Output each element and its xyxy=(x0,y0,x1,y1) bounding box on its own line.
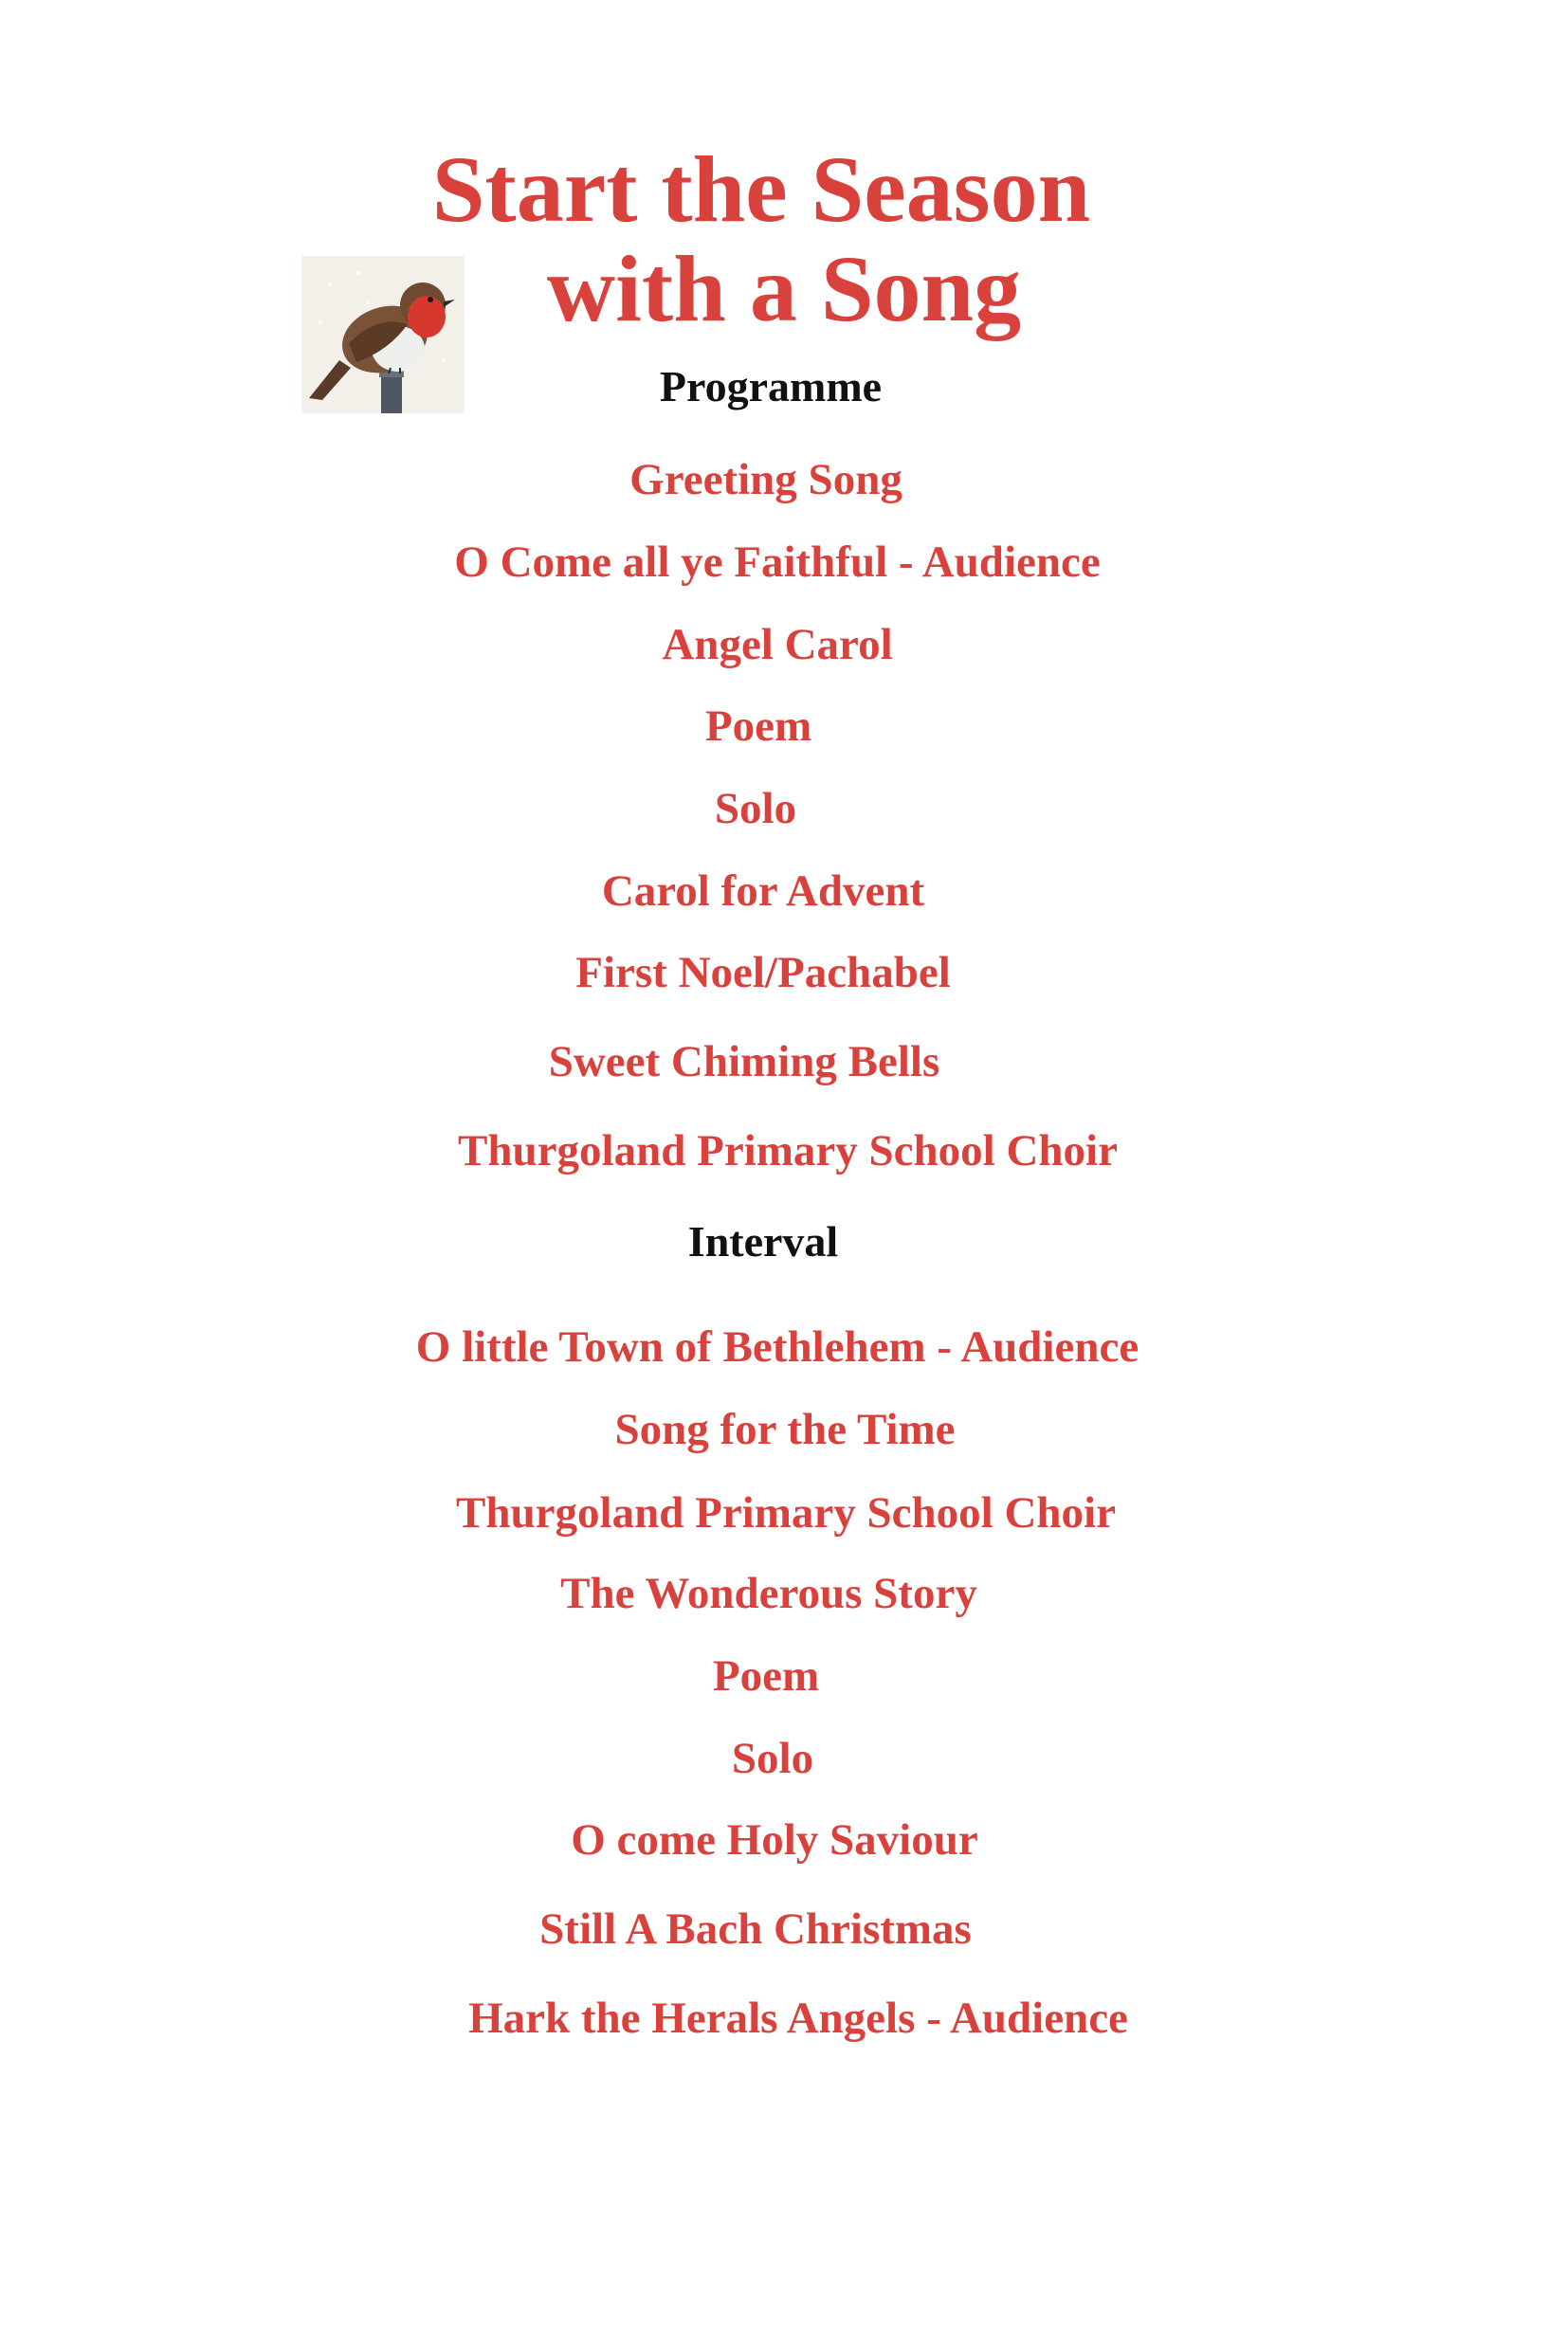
programme-item: O come Holy Saviour xyxy=(571,1815,978,1865)
title-line-1: Start the Season xyxy=(431,137,1091,242)
programme-item: Poem xyxy=(712,1651,820,1701)
programme-heading: Programme xyxy=(659,362,883,410)
title-line-2: with a Song xyxy=(546,236,1022,341)
programme-item: Song for the Time xyxy=(614,1405,956,1454)
robin-icon xyxy=(301,256,465,413)
programme-item: Sweet Chiming Bells xyxy=(548,1037,940,1086)
interval-heading: Interval xyxy=(687,1217,839,1266)
programme-item: Thurgoland Primary School Choir xyxy=(456,1488,1116,1538)
programme-item: Hark the Herals Angels - Audience xyxy=(468,1994,1128,2043)
programme-item: Angel Carol xyxy=(662,620,893,669)
programme-item: O little Town of Bethlehem - Audience xyxy=(415,1322,1140,1372)
programme-item: Solo xyxy=(731,1734,814,1783)
programme-item: Still A Bach Christmas xyxy=(539,1904,972,1954)
programme-item: First Noel/Pachabel xyxy=(575,948,951,997)
programme-item: O Come all ye Faithful - Audience xyxy=(454,537,1101,587)
programme-item: Thurgoland Primary School Choir xyxy=(458,1126,1118,1175)
programme-item: Poem xyxy=(704,701,812,751)
programme-item: Greeting Song xyxy=(629,455,903,504)
programme-item: Carol for Advent xyxy=(601,866,925,916)
programme-item: The Wonderous Story xyxy=(560,1569,977,1618)
programme-item: Solo xyxy=(714,784,797,833)
